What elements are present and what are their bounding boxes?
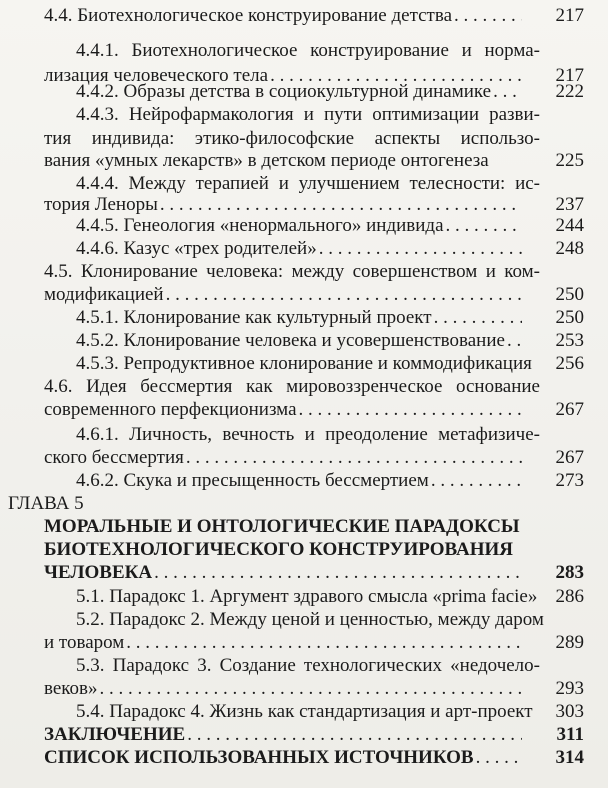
toc-leader-dots	[493, 80, 522, 104]
toc-entry-text: 4.5.3. Репродуктивное клонирование и коммодификация	[76, 353, 532, 374]
toc-page-number: 217	[555, 65, 584, 86]
toc-entry-text: 4.4.1. Биотехнологическое конструирование и норма-	[76, 40, 540, 61]
toc-entry-4-4-2	[0, 80, 608, 104]
toc-page-number: 267	[555, 399, 584, 420]
toc-page-number: 303	[555, 701, 584, 722]
toc-page-number: 283	[555, 562, 584, 583]
toc-entry-text: 5.3. Парадокс 3. Создание технологических «недочело-	[76, 655, 540, 676]
toc-entry-text: 4.5. Клонирование человека: между совершенством и ком-	[44, 261, 540, 282]
toc-entry-4-5	[0, 260, 608, 284]
toc-entry-text: 4.5.1. Клонирование как культурный проект	[76, 307, 432, 328]
toc-page-number: 293	[555, 678, 584, 699]
toc-leader-dots	[100, 677, 522, 701]
toc-page-number: 217	[555, 5, 584, 26]
toc-entry-text: 4.5.2. Клонирование человека и усовершенствование	[76, 330, 505, 351]
toc-conclusion	[0, 723, 608, 747]
toc-page-number: 311	[556, 724, 584, 745]
chapter-title: ЧЕЛОВЕКА	[44, 562, 153, 583]
chapter-title: МОРАЛЬНЫЕ И ОНТОЛОГИЧЕСКИЕ ПАРАДОКСЫ	[44, 516, 520, 537]
toc-page-number: 250	[555, 307, 584, 328]
toc-page-number: 273	[555, 470, 584, 491]
toc-leader-dots	[187, 723, 522, 747]
toc-entry-5-3	[0, 654, 608, 678]
toc-entry-text: ского бессмертия	[44, 447, 184, 468]
toc-leader-dots	[299, 398, 522, 422]
toc-page-number: 250	[555, 284, 584, 305]
toc-page-number: 289	[555, 632, 584, 653]
toc-leader-dots	[434, 306, 522, 330]
toc-leader-dots	[126, 631, 522, 655]
toc-entry-text: тия индивида: этико-философские аспекты использо-	[44, 128, 540, 149]
toc-entry-text: модификацией	[44, 284, 164, 305]
toc-leader-dots	[446, 214, 522, 238]
toc-page-number: 314	[555, 747, 584, 768]
chapter-title: БИОТЕХНОЛОГИЧЕСКОГО КОНСТРУИРОВАНИЯ	[44, 539, 514, 560]
toc-sources	[0, 746, 608, 770]
toc-leader-dots	[154, 561, 522, 585]
toc-entry-text: ЗАКЛЮЧЕНИЕ	[44, 724, 186, 745]
toc-entry-4-5-cont	[0, 283, 608, 307]
toc-entry-text: 4.4.5. Генеология «ненормального» индивида	[76, 215, 444, 236]
toc-entry-text: и товаром	[44, 632, 125, 653]
toc-entry-text: 4.4.2. Образы детства в социокультурной динамике	[76, 81, 492, 102]
toc-page-number: 248	[555, 238, 584, 259]
toc-leader-dots	[166, 283, 522, 307]
toc-entry-text: СПИСОК ИСПОЛЬЗОВАННЫХ ИСТОЧНИКОВ	[44, 747, 474, 768]
toc-entry-text: 4.4.4. Между терапией и улучшением телесности: ис-	[76, 173, 540, 194]
toc-leader-dots	[431, 469, 522, 493]
toc-entry-5-3-cont	[0, 677, 608, 701]
toc-entry-4-4-3-cont	[0, 127, 608, 151]
toc-entry-4-6	[0, 375, 608, 399]
toc-page-number: 244	[555, 215, 584, 236]
toc-page-number: 256	[555, 353, 584, 374]
toc-entry-4-5-3	[0, 352, 608, 376]
toc-entry-text: 4.6. Идея бессмертия как мировоззренческое основание	[44, 376, 540, 397]
toc-entry-5-2	[0, 608, 608, 632]
toc-entry-4-6-cont	[0, 398, 608, 422]
toc-entry-5-1	[0, 585, 608, 609]
toc-leader-dots	[476, 746, 522, 770]
toc-entry-text: 4.4.3. Нейрофармакология и пути оптимизации разви-	[76, 104, 540, 125]
chapter-5-label	[0, 492, 608, 516]
toc-entry-text: веков»	[44, 678, 98, 699]
toc-entry-4-4-6	[0, 237, 608, 261]
toc-page-number: 253	[555, 330, 584, 351]
chapter-label: ГЛАВА 5	[8, 493, 84, 514]
chapter-5-title-line3	[0, 561, 608, 585]
toc-entry-4-4-3	[0, 103, 608, 127]
toc-entry-text: 5.4. Парадокс 4. Жизнь как стандартизация и арт-проект	[76, 701, 533, 722]
toc-entry-4-6-2	[0, 469, 608, 493]
toc-entry-4-4	[0, 4, 608, 28]
toc-entry-text: 5.1. Парадокс 1. Аргумент здравого смысла «prima facie»	[76, 586, 538, 607]
toc-page-number: 237	[555, 194, 584, 215]
toc-page-number: 267	[555, 447, 584, 468]
toc-page-number: 286	[555, 586, 584, 607]
chapter-5-title-line2	[0, 538, 608, 562]
toc-leader-dots	[507, 329, 522, 353]
toc-entry-5-2-cont	[0, 631, 608, 655]
toc-entry-text: 4.4. Биотехнологическое конструирование детства	[44, 5, 453, 26]
toc-entry-4-5-1	[0, 306, 608, 330]
toc-leader-dots	[319, 237, 522, 261]
toc-entry-4-4-5	[0, 214, 608, 238]
toc-entry-text: лизация человеческого тела	[44, 65, 269, 86]
toc-leader-dots	[186, 446, 522, 470]
toc-page-number: 222	[555, 81, 584, 102]
toc-page-number: 225	[555, 150, 584, 171]
toc-entry-4-6-1-cont	[0, 446, 608, 470]
toc-leader-dots	[454, 4, 522, 28]
toc-entry-5-4	[0, 700, 608, 724]
toc-entry-text: современного перфекционизма	[44, 399, 297, 420]
toc-entry-text: 4.6.1. Личность, вечность и преодоление метафизиче-	[76, 424, 540, 445]
toc-entry-text: 4.4.6. Казус «трех родителей»	[76, 238, 317, 259]
toc-entry-4-6-1	[0, 423, 608, 447]
toc-entry-4-4-3-cont2	[0, 149, 608, 173]
toc-entry-text: 4.6.2. Скука и пресыщенность бессмертием	[76, 470, 429, 491]
toc-entry-text: тория Леноры	[44, 194, 158, 215]
chapter-5-title-line1	[0, 515, 608, 539]
toc-entry-4-4-1	[0, 39, 608, 63]
toc-entry-4-5-2	[0, 329, 608, 353]
toc-entry-text: 5.2. Парадокс 2. Между ценой и ценностью, между даром	[76, 609, 544, 630]
toc-entry-text: вания «умных лекарств» в детском периоде онтогенеза	[44, 150, 489, 171]
